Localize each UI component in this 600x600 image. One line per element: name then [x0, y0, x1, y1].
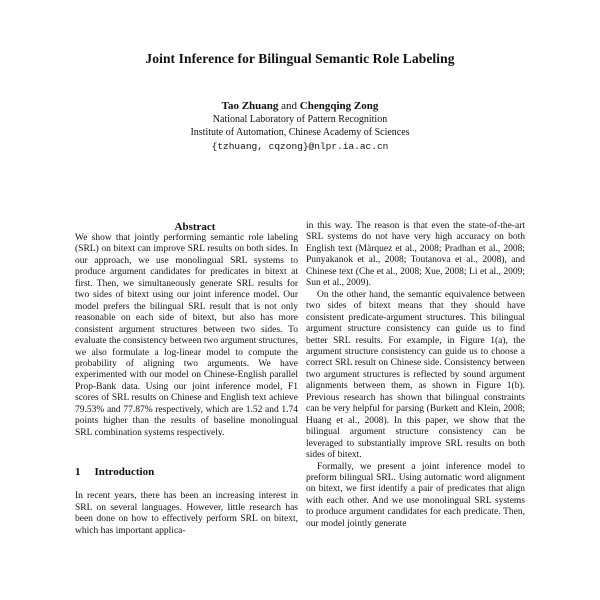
author-block	[0, 100, 600, 153]
section-heading-introduction	[75, 466, 298, 478]
affiliation-line-2: Institute of Automation, Chinese Academy of Sciences	[190, 127, 410, 138]
affiliation-line-1: National Laboratory of Pattern Recognition	[212, 114, 388, 125]
right-column	[306, 221, 525, 530]
abstract-heading: Abstract	[174, 221, 216, 233]
section-number: 1	[75, 466, 81, 479]
author-name-2: Chengqing Zong	[299, 100, 379, 112]
column-paragraph: Formally, we present a joint inference model to preform bilingual SRL. Using automatic word alignment on bitext, we first identify a pair of predicates that align with each other. And we use monolingual SRL systems to produce argument candidates for each predicate. Then, our model jointly generate	[306, 461, 525, 529]
column-paragraph: On the other hand, the semantic equivalence between two sides of bitext means that they should have consistent predicate-argument structures. This bilingual argument structure consistency can guide us to find better SRL results. For example, in Figure 1(a), the argument structure consistency can guide us to choose a correct SRL result on Chinese side. Consistency between two argument structures is reflected by sound argument alignments between them, as shown in Figure 1(b). Previous research has shown that bilingual constraints can be very helpful for parsing (Burkett and Klein, 2008; Huang et al., 2008). In this paper, we show that the bilingual argument structure consistency can be leveraged to substantially improve SRL results on both sides of bitext.	[306, 289, 525, 461]
introduction-paragraph: In recent years, there has been an increasing interest in SRL on several languages. However, little research has been done on how to effectively perform SRL on bitext, which has important applica-	[75, 491, 298, 536]
column-paragraph: in this way. The reason is that even the state-of-the-art SRL systems do not have very high accuracy on both English text (Màrquez et al., 2008; Pradhan et al., 2008; Punyakanok et al., 2008; Toutanova et al., 2008), and Chinese text (Che et al., 2008; Xue, 2008; Li et al., 2009; Sun et al., 2009).	[306, 221, 525, 289]
author-line	[0, 100, 600, 113]
left-column	[75, 221, 298, 537]
section-title: Introduction	[94, 466, 155, 479]
author-email: {tzhuang, cqzong}@nlpr.ia.ac.cn	[211, 141, 389, 152]
abstract-text: We show that jointly performing semantic role labeling (SRL) on bitext can improve SRL results on both sides. In our approach, we use monolingual SRL systems to produce argument candidates for predicates in bitext at first. Then, we simultaneously generate SRL results for two sides of bitext using our joint inference model. Our model prefers the bilingual SRL result that is not only reasonable on each side of bitext, but also has more consistent argument structures between two sides. To evaluate the consistency between two argument structures, we also formulate a log-linear model to compute the probability of aligning two arguments. We have experimented with our model on Chinese-English parallel Prop-Bank data. Using our joint inference model, F1 scores of SRL results on Chinese and English text achieve 79.53% and 77.87% respectively, which are 1.52 and 1.74 points higher than the results of baseline monolingual SRL combination systems respectively.	[75, 233, 298, 438]
paper-title: Joint Inference for Bilingual Semantic Role Labeling	[145, 51, 455, 66]
author-name-1: Tao Zhuang	[221, 100, 279, 112]
author-conjunction: and	[281, 100, 298, 112]
